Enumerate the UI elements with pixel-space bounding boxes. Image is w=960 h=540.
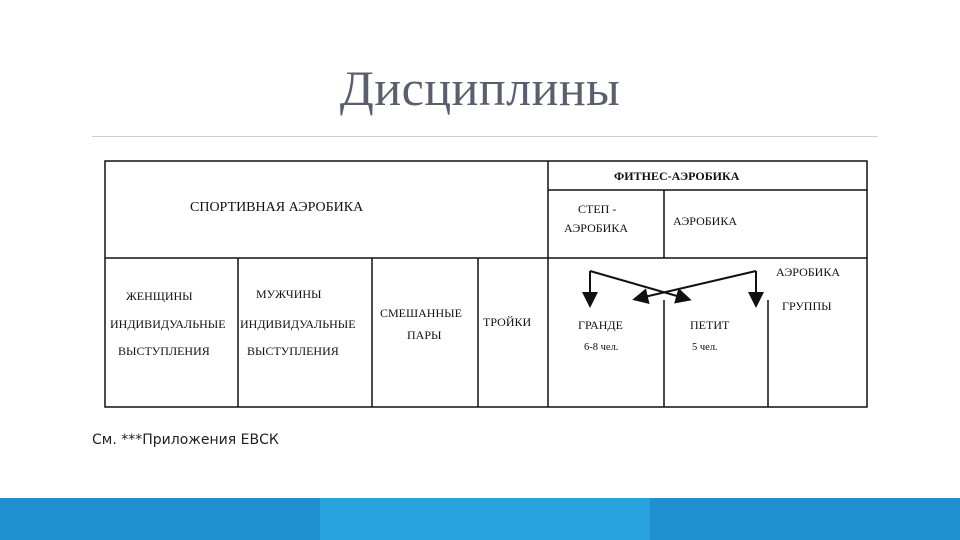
label-step-aerobics-1: СТЕП -	[578, 202, 617, 216]
label-men: МУЖЧИНЫ	[256, 287, 322, 301]
label-aerobics-groups-1: АЭРОБИКА	[776, 265, 841, 279]
label-sport-aerobics: СПОРТИВНАЯ АЭРОБИКА	[190, 200, 364, 215]
slide-title: Дисциплины	[339, 60, 621, 116]
label-women: ЖЕНЩИНЫ	[126, 289, 193, 303]
footer-note: См. ***Приложения ЕВСК	[92, 432, 279, 448]
label-performances-men: ВЫСТУПЛЕНИЯ	[247, 344, 339, 358]
label-step-aerobics-2: АЭРОБИКА	[564, 221, 629, 235]
label-mixed-pairs-2: ПАРЫ	[407, 328, 442, 342]
label-performances-women: ВЫСТУПЛЕНИЯ	[118, 344, 210, 358]
label-individual-men: ИНДИВИДУАЛЬНЫЕ	[240, 317, 356, 331]
label-grande-count: 6-8 чел.	[584, 342, 619, 353]
label-aerobics: АЭРОБИКА	[673, 214, 738, 228]
arrow-right-diag	[640, 271, 756, 298]
label-individual-women: ИНДИВИДУАЛЬНЫЕ	[110, 317, 226, 331]
label-trios: ТРОЙКИ	[483, 315, 532, 329]
label-petit: ПЕТИТ	[690, 318, 730, 332]
bottom-band	[0, 498, 960, 540]
label-mixed-pairs-1: СМЕШАННЫЕ	[380, 306, 462, 320]
label-fitness-aerobics: ФИТНЕС-АЭРОБИКА	[614, 169, 740, 183]
band-segment-middle	[320, 498, 650, 540]
label-grande: ГРАНДЕ	[578, 318, 623, 332]
band-segment-left	[0, 498, 320, 540]
label-aerobics-groups-2: ГРУППЫ	[782, 299, 832, 313]
diagram-outer-frame	[105, 161, 867, 407]
label-petit-count: 5 чел.	[692, 342, 718, 353]
arrow-left-diag	[590, 271, 684, 298]
band-segment-right	[650, 498, 960, 540]
